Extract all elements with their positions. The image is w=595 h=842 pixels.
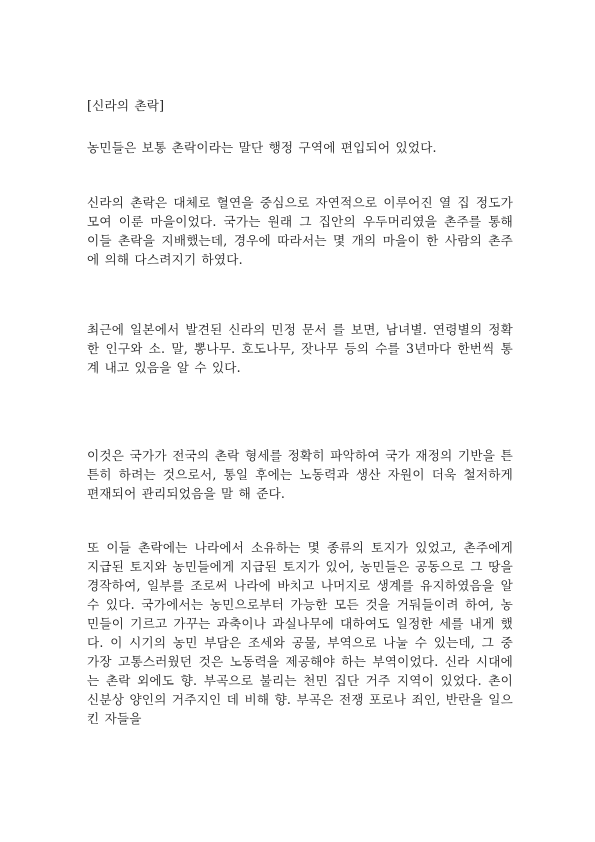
document-title: [신라의 촌락] xyxy=(87,98,165,113)
paragraph-villagers: 농민들은 보통 촌락이라는 말단 행정 구역에 편입되어 있었다. xyxy=(87,140,437,155)
paragraph-census-document: 최근에 일본에서 발견된 신라의 민정 문서 를 보면, 남녀별. 연령별의 정확한 인구와 소. 말, 뽕나무. 호도나무, 잣나무 등의 수를 3년마다 한번씩 통계 내고 있음을 알 수 있다. xyxy=(87,322,513,375)
paragraph-land-and-taxes: 또 이들 촌락에는 나라에서 소유하는 몇 종류의 토지가 있었고, 촌주에게 지급된 토지와 농민들에게 지급된 토지가 있어, 농민들은 공동으로 그 땅을 경작하여, 일부를 조로써 나라에 바치고 나머지로 생계를 유지하였음을 알 수 있다. 국가에서는 농민으로부터 가능한 모든 것을 거둬들이려 하여, 농민들이 기르고 가꾸는 과축이나 과실나무에 대하여도 일정한 세를 내게 했다. 이 시기의 농민 부담은 조세와 공물, 부역으로 나눌 수 있는데, 그 중 가장 고통스러웠던 것은 노동력을 제공해야 하는 부역이었다. 신라 시대에는 촌락 외에도 향. 부곡으로 불리는 천민 집단 거주 지역이 있었다. 촌이 신분상 양인의 거주지인 데 비해 향. 부곡은 전쟁 포로나 죄인, 반란을 일으킨 자들을 xyxy=(87,540,513,726)
paragraph-village-structure: 신라의 촌락은 대체로 혈연을 중심으로 자연적으로 이루어진 열 집 정도가 모여 이룬 마을이었다. 국가는 원래 그 집안의 우두머리였을 촌주를 통해 이들 촌락을 지배했는데, 경우에 따라서는 몇 개의 마을이 한 사람의 촌주에 의해 다스려지기 하였다. xyxy=(87,195,513,267)
paragraph-state-finance: 이것은 국가가 전국의 촌락 형세를 정확히 파악하여 국가 재정의 기반을 튼튼히 하려는 것으로서, 통일 후에는 노동력과 생산 자원이 더욱 철저하게 편재되어 관리되었음을 말 해 준다. xyxy=(87,448,513,501)
